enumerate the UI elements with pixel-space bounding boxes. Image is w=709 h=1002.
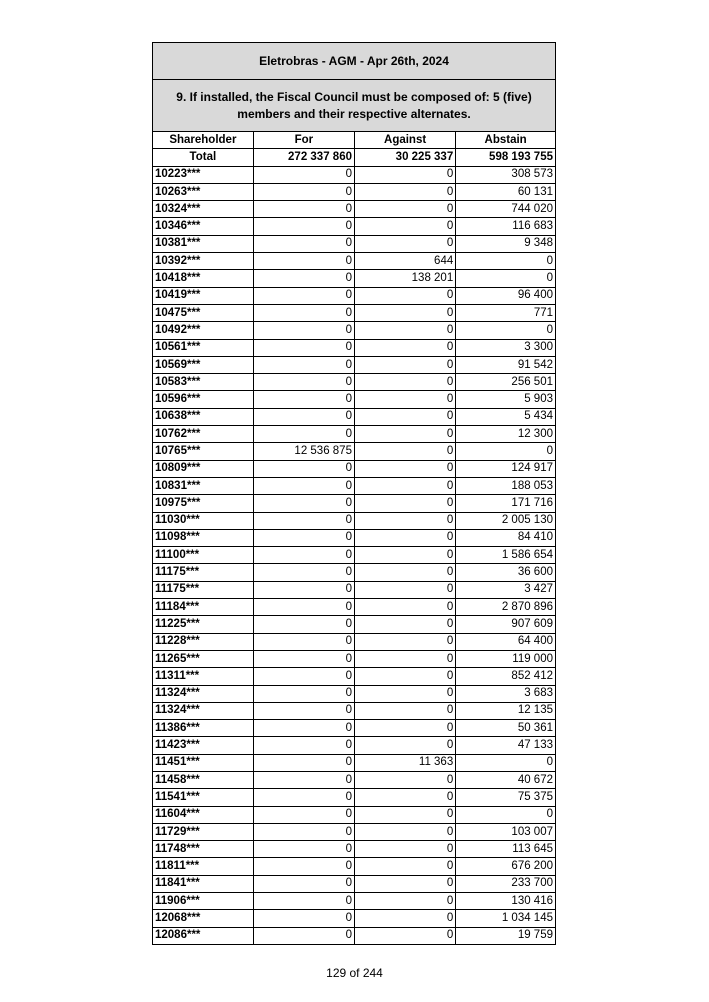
against-votes: 0 [354, 322, 455, 339]
against-votes: 0 [354, 218, 455, 235]
against-votes: 0 [354, 581, 455, 598]
agenda-question: 9. If installed, the Fiscal Council must be composed of: 5 (five) members and their respective alternates. [153, 80, 555, 132]
for-votes: 0 [253, 650, 354, 667]
abstain-votes: 0 [456, 322, 555, 339]
abstain-votes: 0 [456, 253, 555, 270]
against-votes: 0 [354, 702, 455, 719]
shareholder-id: 10765*** [153, 443, 253, 460]
shareholder-id: 10475*** [153, 304, 253, 321]
shareholder-id: 10381*** [153, 235, 253, 252]
abstain-votes: 116 683 [456, 218, 555, 235]
table-row [153, 408, 555, 425]
column-header-shareholder: Shareholder [153, 132, 253, 149]
shareholder-id: 12068*** [153, 910, 253, 927]
against-votes: 0 [354, 633, 455, 650]
shareholder-id: 11225*** [153, 616, 253, 633]
table-row [153, 789, 555, 806]
for-votes: 0 [253, 477, 354, 494]
shareholder-id: 10831*** [153, 477, 253, 494]
shareholder-id: 12086*** [153, 927, 253, 944]
table-row [153, 270, 555, 287]
abstain-votes: 124 917 [456, 460, 555, 477]
column-header-abstain: Abstain [456, 132, 555, 149]
document-title: Eletrobras - AGM - Apr 26th, 2024 [153, 43, 555, 80]
page-number: 129 of 244 [326, 966, 383, 980]
shareholder-id: 11184*** [153, 599, 253, 616]
for-votes: 0 [253, 616, 354, 633]
for-votes: 0 [253, 408, 354, 425]
shareholder-id: 10223*** [153, 166, 253, 183]
abstain-votes: 12 300 [456, 426, 555, 443]
abstain-votes: 188 053 [456, 477, 555, 494]
table-row [153, 460, 555, 477]
shareholder-id: 10583*** [153, 374, 253, 391]
table-row [153, 495, 555, 512]
for-votes: 0 [253, 599, 354, 616]
table-row [153, 547, 555, 564]
abstain-votes: 60 131 [456, 183, 555, 200]
shareholder-id: 11423*** [153, 737, 253, 754]
vote-sheet [152, 42, 556, 945]
for-votes: 0 [253, 201, 354, 218]
against-votes: 11 363 [354, 754, 455, 771]
for-votes: 0 [253, 512, 354, 529]
against-votes: 0 [354, 650, 455, 667]
shareholder-id: 11228*** [153, 633, 253, 650]
for-votes: 0 [253, 789, 354, 806]
for-votes: 0 [253, 322, 354, 339]
shareholder-id: 10809*** [153, 460, 253, 477]
shareholder-id: 11386*** [153, 720, 253, 737]
against-votes: 0 [354, 668, 455, 685]
shareholder-id: 11906*** [153, 893, 253, 910]
shareholder-id: 11100*** [153, 547, 253, 564]
shareholder-id: 11311*** [153, 668, 253, 685]
abstain-votes: 40 672 [456, 771, 555, 788]
against-votes: 0 [354, 339, 455, 356]
against-votes: 0 [354, 166, 455, 183]
table-row [153, 356, 555, 373]
abstain-votes: 2 005 130 [456, 512, 555, 529]
table-row [153, 685, 555, 702]
table-row [153, 201, 555, 218]
table-row [153, 253, 555, 270]
for-votes: 0 [253, 426, 354, 443]
against-votes: 0 [354, 391, 455, 408]
shareholder-id: 10324*** [153, 201, 253, 218]
abstain-votes: 64 400 [456, 633, 555, 650]
abstain-votes: 50 361 [456, 720, 555, 737]
against-votes: 0 [354, 304, 455, 321]
abstain-votes: 5 903 [456, 391, 555, 408]
table-row [153, 304, 555, 321]
table-row [153, 443, 555, 460]
for-votes: 0 [253, 374, 354, 391]
for-votes: 0 [253, 356, 354, 373]
table-row [153, 564, 555, 581]
table-row [153, 477, 555, 494]
abstain-votes: 0 [456, 806, 555, 823]
for-votes: 0 [253, 339, 354, 356]
against-votes: 0 [354, 616, 455, 633]
shareholder-id: 10596*** [153, 391, 253, 408]
for-votes: 0 [253, 771, 354, 788]
abstain-votes: 0 [456, 270, 555, 287]
column-header-for: For [253, 132, 354, 149]
table-row [153, 910, 555, 927]
shareholder-id: 10418*** [153, 270, 253, 287]
against-votes: 138 201 [354, 270, 455, 287]
for-votes: 0 [253, 668, 354, 685]
shareholder-id: 11175*** [153, 581, 253, 598]
for-votes: 0 [253, 270, 354, 287]
table-row [153, 166, 555, 183]
shareholder-id: 11458*** [153, 771, 253, 788]
for-votes: 0 [253, 685, 354, 702]
abstain-votes: 771 [456, 304, 555, 321]
table-row [153, 339, 555, 356]
abstain-votes: 3 300 [456, 339, 555, 356]
for-votes: 0 [253, 720, 354, 737]
table-row [153, 823, 555, 840]
against-votes: 0 [354, 789, 455, 806]
table-row [153, 581, 555, 598]
abstain-votes: 103 007 [456, 823, 555, 840]
for-votes: 0 [253, 529, 354, 546]
abstain-votes: 1 034 145 [456, 910, 555, 927]
abstain-votes: 19 759 [517, 929, 553, 942]
total-row [153, 149, 555, 166]
table-row [153, 529, 555, 546]
abstain-votes: 119 000 [456, 650, 555, 667]
shareholder-id: 10346*** [153, 218, 253, 235]
abstain-votes: 308 573 [456, 166, 555, 183]
against-votes: 0 [354, 823, 455, 840]
for-votes: 0 [253, 235, 354, 252]
for-votes: 0 [253, 754, 354, 771]
abstain-votes: 96 400 [456, 287, 555, 304]
for-votes: 0 [253, 875, 354, 892]
table-row [153, 599, 555, 616]
table-row [153, 183, 555, 200]
table-row [153, 720, 555, 737]
for-votes: 0 [253, 841, 354, 858]
shareholder-id: 11098*** [153, 529, 253, 546]
table-row [153, 858, 555, 875]
against-votes: 0 [354, 910, 455, 927]
abstain-votes: 5 434 [456, 408, 555, 425]
votes-table [153, 132, 555, 944]
abstain-votes: 233 700 [456, 875, 555, 892]
shareholder-id: 11324*** [153, 702, 253, 719]
table-row [153, 426, 555, 443]
for-votes: 0 [253, 702, 354, 719]
against-votes: 0 [354, 720, 455, 737]
total-for: 272 337 860 [253, 149, 354, 166]
abstain-votes: 47 133 [456, 737, 555, 754]
abstain-votes: 0 [456, 443, 555, 460]
abstain-votes: 0 [456, 754, 555, 771]
abstain-votes: 907 609 [456, 616, 555, 633]
against-votes: 0 [354, 806, 455, 823]
abstain-votes: 2 870 896 [456, 599, 555, 616]
against-votes: 0 [354, 512, 455, 529]
for-votes: 0 [253, 183, 354, 200]
table-row [153, 633, 555, 650]
for-votes: 0 [253, 304, 354, 321]
table-row [153, 287, 555, 304]
total-label: Total [153, 149, 253, 166]
abstain-votes: 1 586 654 [456, 547, 555, 564]
abstain-votes: 3 427 [456, 581, 555, 598]
against-votes: 0 [354, 235, 455, 252]
shareholder-id: 11729*** [153, 823, 253, 840]
table-row [153, 391, 555, 408]
table-row [153, 893, 555, 910]
against-votes: 0 [354, 893, 455, 910]
abstain-votes: 91 542 [456, 356, 555, 373]
table-row [153, 702, 555, 719]
against-votes: 0 [354, 495, 455, 512]
for-votes: 12 536 875 [253, 443, 354, 460]
table-row [153, 668, 555, 685]
table-row [153, 616, 555, 633]
shareholder-id: 10392*** [153, 253, 253, 270]
abstain-votes: 744 020 [456, 201, 555, 218]
abstain-votes: 36 600 [456, 564, 555, 581]
against-votes: 0 [354, 443, 455, 460]
shareholder-id: 11451*** [153, 754, 253, 771]
shareholder-id: 10762*** [153, 426, 253, 443]
against-votes: 0 [354, 374, 455, 391]
against-votes: 0 [354, 426, 455, 443]
for-votes: 0 [253, 927, 354, 944]
abstain-votes: 113 645 [456, 841, 555, 858]
against-votes: 0 [354, 841, 455, 858]
shareholder-id: 10975*** [153, 495, 253, 512]
against-votes: 0 [354, 183, 455, 200]
for-votes: 0 [253, 823, 354, 840]
for-votes: 0 [253, 547, 354, 564]
for-votes: 0 [253, 218, 354, 235]
against-votes: 0 [354, 408, 455, 425]
abstain-votes: 852 412 [456, 668, 555, 685]
abstain-votes: 256 501 [456, 374, 555, 391]
abstain-votes: 75 375 [456, 789, 555, 806]
total-against: 30 225 337 [354, 149, 455, 166]
table-row [153, 927, 555, 944]
table-row [153, 771, 555, 788]
table-row [153, 875, 555, 892]
column-header-against: Against [354, 132, 455, 149]
for-votes: 0 [253, 166, 354, 183]
for-votes: 0 [253, 460, 354, 477]
against-votes: 0 [354, 287, 455, 304]
table-row [153, 218, 555, 235]
for-votes: 0 [253, 564, 354, 581]
table-row [153, 235, 555, 252]
for-votes: 0 [253, 495, 354, 512]
against-votes: 0 [354, 737, 455, 754]
shareholder-id: 11324*** [153, 685, 253, 702]
shareholder-id: 10638*** [153, 408, 253, 425]
against-votes: 0 [354, 927, 455, 944]
for-votes: 0 [253, 253, 354, 270]
for-votes: 0 [253, 391, 354, 408]
table-row [153, 512, 555, 529]
against-votes: 0 [354, 201, 455, 218]
against-votes: 0 [354, 858, 455, 875]
against-votes: 0 [354, 685, 455, 702]
for-votes: 0 [253, 581, 354, 598]
table-row [153, 322, 555, 339]
for-votes: 0 [253, 633, 354, 650]
against-votes: 0 [354, 529, 455, 546]
table-row [153, 841, 555, 858]
table-row [153, 650, 555, 667]
shareholder-id: 11604*** [153, 806, 253, 823]
abstain-votes: 171 716 [456, 495, 555, 512]
abstain-votes: 130 416 [456, 893, 555, 910]
total-abstain: 598 193 755 [456, 149, 555, 166]
shareholder-id: 11265*** [153, 650, 253, 667]
shareholder-id: 11175*** [153, 564, 253, 581]
table-row [153, 754, 555, 771]
table-row [153, 806, 555, 823]
shareholder-id: 11541*** [153, 789, 253, 806]
shareholder-id: 11841*** [153, 875, 253, 892]
against-votes: 644 [354, 253, 455, 270]
for-votes: 0 [253, 910, 354, 927]
against-votes: 0 [354, 875, 455, 892]
abstain-votes: 3 683 [456, 685, 555, 702]
shareholder-id: 10419*** [153, 287, 253, 304]
against-votes: 0 [354, 564, 455, 581]
shareholder-id: 10561*** [153, 339, 253, 356]
abstain-votes: 12 135 [456, 702, 555, 719]
table-row [153, 737, 555, 754]
shareholder-id: 11811*** [153, 858, 253, 875]
table-row [153, 374, 555, 391]
abstain-votes: 676 200 [456, 858, 555, 875]
abstain-votes: 9 348 [456, 235, 555, 252]
against-votes: 0 [354, 356, 455, 373]
shareholder-id: 11748*** [153, 841, 253, 858]
for-votes: 0 [253, 287, 354, 304]
shareholder-id: 11030*** [153, 512, 253, 529]
for-votes: 0 [253, 737, 354, 754]
shareholder-id: 10263*** [153, 183, 253, 200]
against-votes: 0 [354, 771, 455, 788]
against-votes: 0 [354, 547, 455, 564]
against-votes: 0 [354, 477, 455, 494]
for-votes: 0 [253, 893, 354, 910]
abstain-votes: 84 410 [456, 529, 555, 546]
against-votes: 0 [354, 460, 455, 477]
for-votes: 0 [253, 858, 354, 875]
shareholder-id: 10492*** [153, 322, 253, 339]
header-row [153, 132, 555, 149]
against-votes: 0 [354, 599, 455, 616]
shareholder-id: 10569*** [153, 356, 253, 373]
for-votes: 0 [253, 806, 354, 823]
